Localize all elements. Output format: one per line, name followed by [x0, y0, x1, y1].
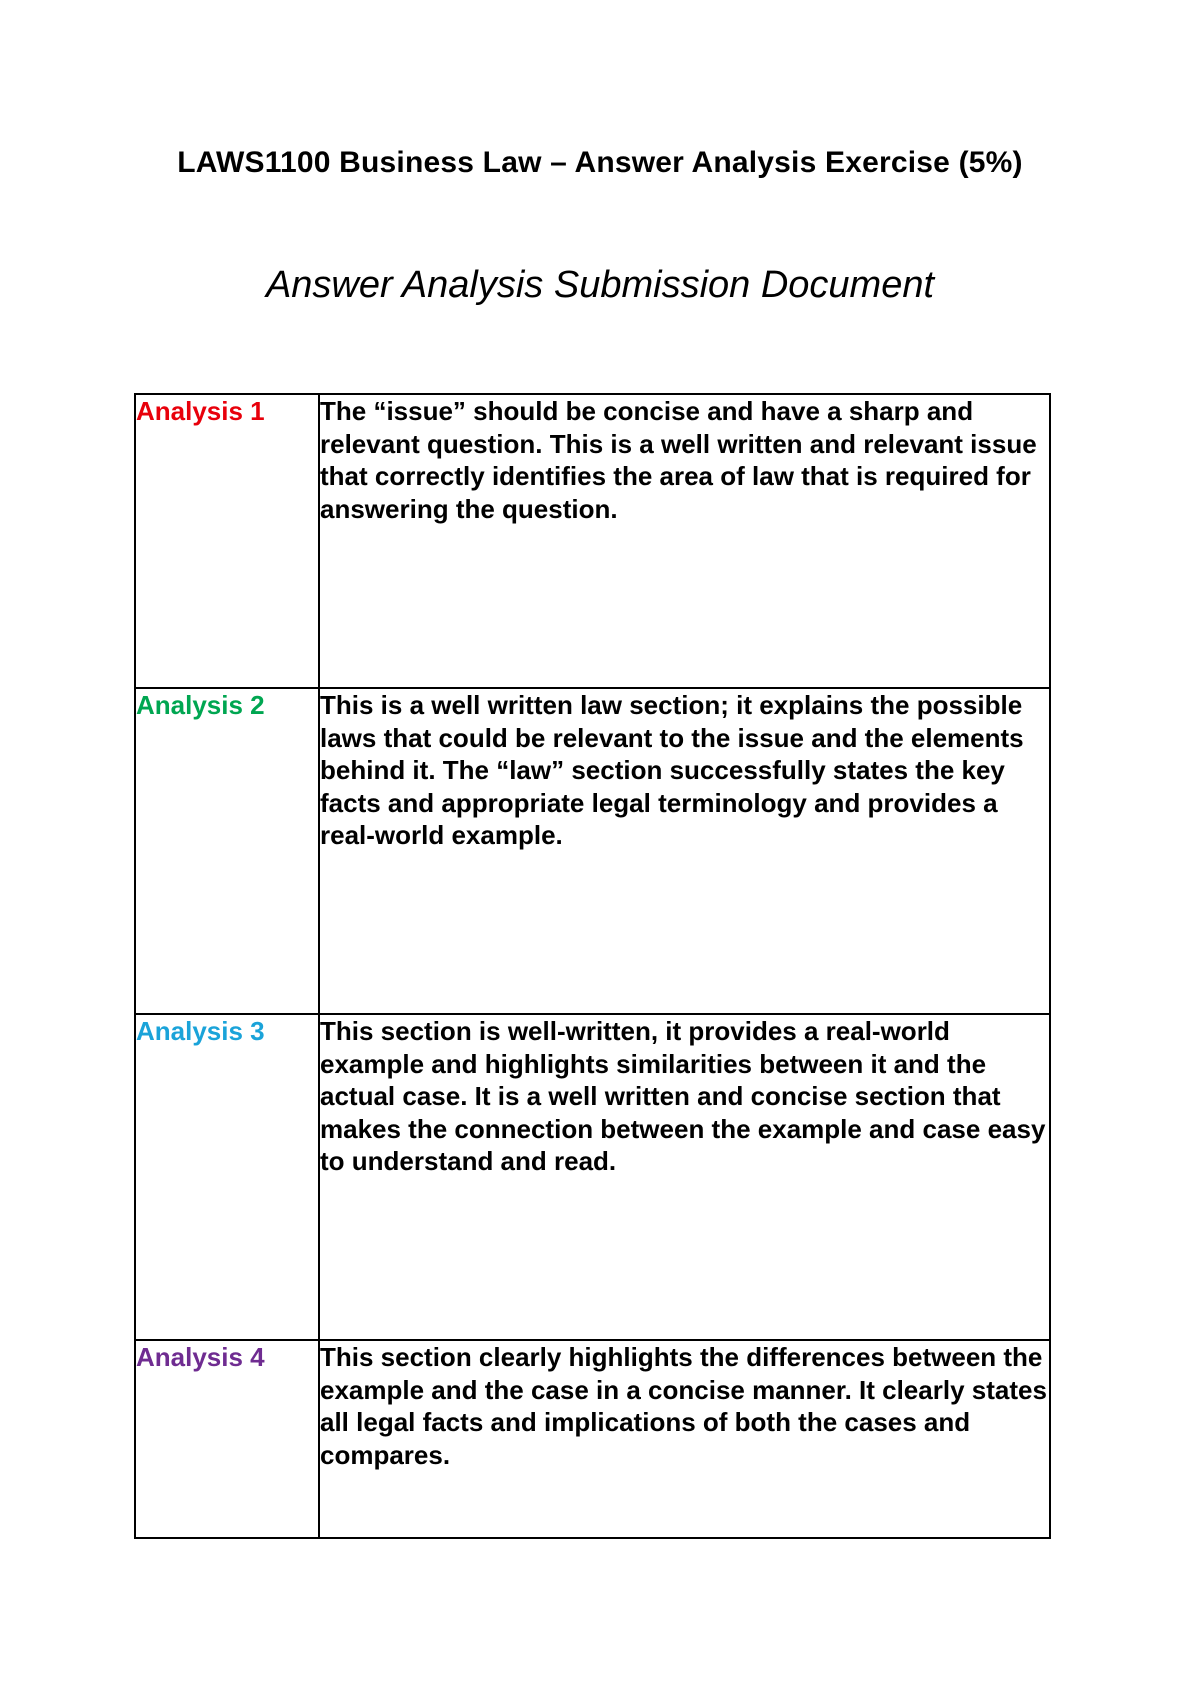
- analysis-label: Analysis 4: [135, 1340, 319, 1538]
- analysis-label: Analysis 1: [135, 394, 319, 688]
- analysis-row-4: [135, 1340, 1050, 1538]
- analysis-row-2: [135, 688, 1050, 1014]
- analysis-text: The “issue” should be concise and have a sharp and relevant question. This is a well written and relevant issue that correctly identifies the area of law that is required for answering the question.: [319, 394, 1050, 688]
- analysis-label: Analysis 2: [135, 688, 319, 1014]
- analysis-text: This section clearly highlights the differences between the example and the case in a concise manner. It clearly states all legal facts and implications of both the cases and compares.: [319, 1340, 1050, 1538]
- document-subtitle: Answer Analysis Submission Document: [265, 264, 935, 306]
- analysis-text: This section is well-written, it provides a real-world example and highlights similarities between it and the actual case. It is a well written and concise section that makes the connection between the example and case easy to understand and read.: [319, 1014, 1050, 1340]
- analysis-label: Analysis 3: [135, 1014, 319, 1340]
- analysis-row-3: [135, 1014, 1050, 1340]
- analysis-text: This is a well written law section; it explains the possible laws that could be relevant to the issue and the elements behind it. The “law” section successfully states the key facts and appropriate legal terminology and provides a real-world example.: [319, 688, 1050, 1014]
- analysis-table: [134, 393, 1051, 1539]
- document-title: LAWS1100 Business Law – Answer Analysis Exercise (5%): [177, 146, 1023, 179]
- analysis-row-1: [135, 394, 1050, 688]
